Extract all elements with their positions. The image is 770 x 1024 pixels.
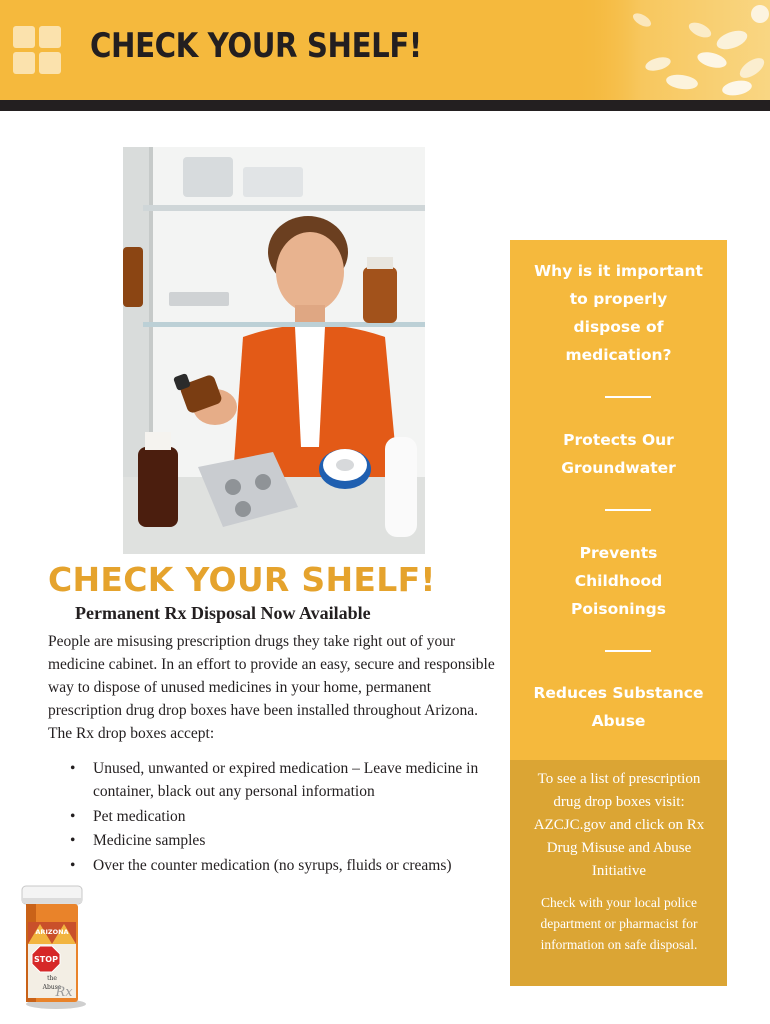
intro-paragraph: People are misusing prescription drugs they take right out of your medicine cabinet. In an effort to provide an easy, secure and responsible way to dispose of unused medicines in your home, permanent prescription drug drop boxes have been installed throughout Arizona. The Rx drop boxes accept: <box>48 633 495 742</box>
list-item: • Medicine samples <box>48 829 503 852</box>
pills-photo <box>572 0 770 100</box>
header-title: CHECK YOUR SHELF! <box>90 26 422 66</box>
rx-mark: Rx <box>55 985 73 1000</box>
bullet: • <box>70 832 76 849</box>
main-title: CHECK YOUR SHELF! <box>48 560 436 599</box>
sidebar-divider <box>605 396 651 398</box>
list-item: • Pet medication <box>48 805 503 828</box>
logo-squares-icon <box>13 26 63 76</box>
header-banner <box>0 0 770 100</box>
bullet: • <box>70 760 76 777</box>
why-dispose-sidebar <box>510 240 727 760</box>
list-item: • Over the counter medication (no syrups, fluids or creams) <box>48 854 503 877</box>
main-subtitle: Permanent Rx Disposal Now Available <box>75 603 371 623</box>
bottle-state-label: ARIZONA <box>35 928 69 936</box>
check-note: Check with your local police department or pharmacist for information on safe disposal. <box>540 895 698 952</box>
man-reading-medicine-photo <box>123 147 425 554</box>
reason-groundwater: Protects Our Groundwater <box>561 431 676 477</box>
list-item: • Unused, unwanted or expired medication – Leave medicine in container, black out any personal information <box>48 757 503 803</box>
bottle-text-the: the <box>47 975 57 982</box>
reason-substance-abuse: Reduces Substance Abuse <box>533 684 704 730</box>
bullet: • <box>70 807 76 825</box>
sidebar-divider <box>605 650 651 652</box>
stop-rx-abuse-bottle-logo <box>14 884 90 1010</box>
sidebar-question: Why is it important to properly dispose of medication? <box>534 262 703 364</box>
header-divider <box>0 100 770 111</box>
reason-poisonings: Prevents Childhood Poisonings <box>571 544 666 618</box>
sidebar-divider <box>605 509 651 511</box>
bullet: • <box>70 856 76 874</box>
visit-note: To see a list of prescription drug drop boxes visit: AZCJC.gov and click on Rx Drug Misuse and Abuse Initiative <box>533 771 705 879</box>
dropbox-info-panel <box>510 760 727 986</box>
stop-sign-text: STOP <box>34 955 58 964</box>
accepted-items-list <box>48 757 503 878</box>
bottle-text-abuse: Abuse <box>42 984 62 991</box>
